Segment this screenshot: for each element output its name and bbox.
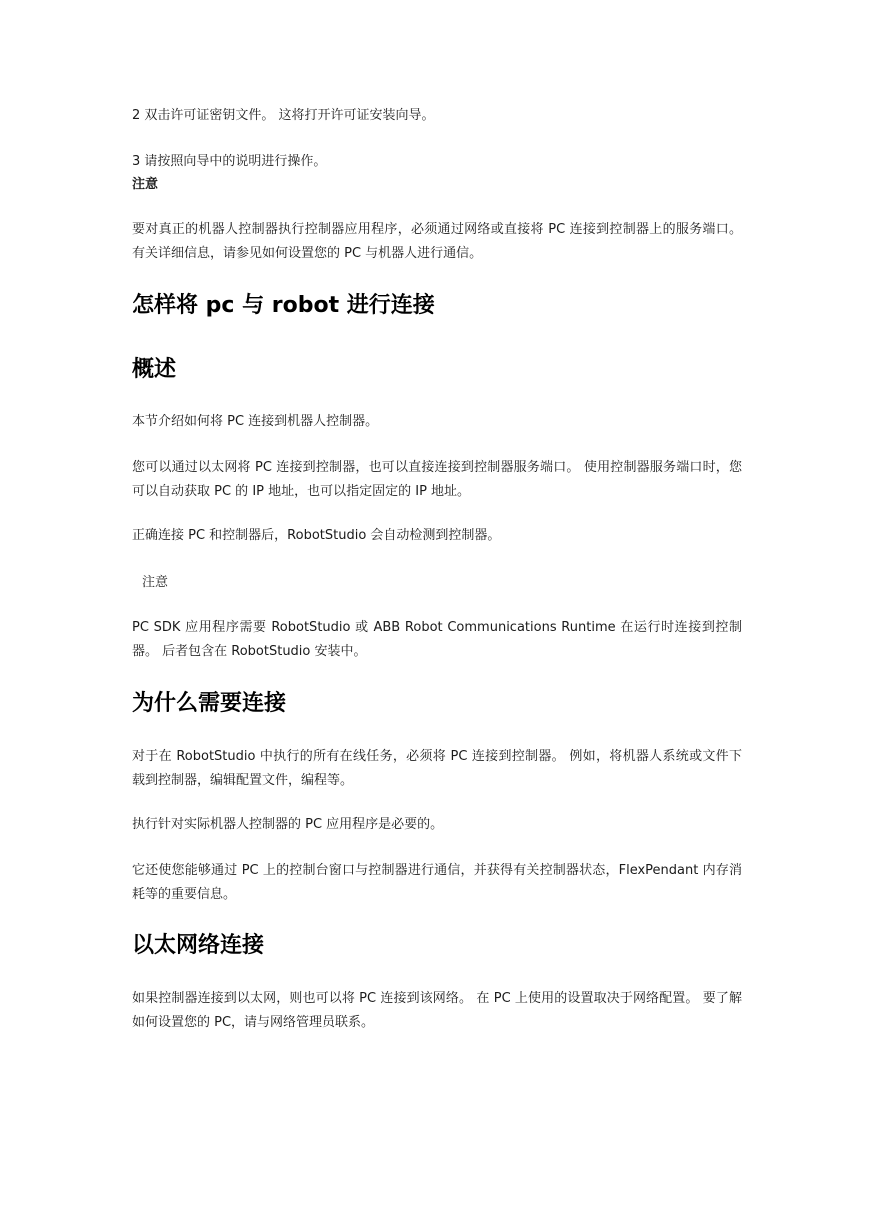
overview-paragraph-3: 正确连接 PC 和控制器后，RobotStudio 会自动检测到控制器。 <box>132 528 501 543</box>
heading-connect-pc-robot: 怎样将 pc 与 robot 进行连接 <box>132 293 435 318</box>
intro-note-text: 要对真正的机器人控制器执行控制器应用程序，必须通过网络或直接将 PC 连接到控制器上的服务端口。 有关详细信息，请参见如何设置您的 PC 与机器人进行通信。 <box>132 222 742 261</box>
overview-note-text: PC SDK 应用程序需要 RobotStudio 或 ABB Robot Communications Runtime 在运行时连接到控制器。 后者包含在 RobotStudio 安装中。 <box>132 620 742 659</box>
overview-paragraph-1: 本节介绍如何将 PC 连接到机器人控制器。 <box>132 414 379 429</box>
why-paragraph-3: 它还使您能够通过 PC 上的控制台窗口与控制器进行通信，并获得有关控制器状态，FlexPendant 内存消耗等的重要信息。 <box>132 863 742 902</box>
overview-note-label: 注意 <box>142 575 169 590</box>
ethernet-paragraph-1: 如果控制器连接到以太网，则也可以将 PC 连接到该网络。 在 PC 上使用的设置取决于网络配置。 要了解如何设置您的 PC，请与网络管理员联系。 <box>132 991 742 1030</box>
heading-why-connect: 为什么需要连接 <box>132 691 287 716</box>
heading-ethernet-connection: 以太网络连接 <box>132 933 265 958</box>
why-paragraph-1: 对于在 RobotStudio 中执行的所有在线任务，必须将 PC 连接到控制器。 例如，将机器人系统或文件下载到控制器，编辑配置文件，编程等。 <box>132 749 742 788</box>
intro-step-2: 2 双击许可证密钥文件。 这将打开许可证安装向导。 <box>132 108 435 123</box>
overview-paragraph-2: 您可以通过以太网将 PC 连接到控制器，也可以直接连接到控制器服务端口。 使用控制器服务端口时，您可以自动获取 PC 的 IP 地址，也可以指定固定的 IP 地址。 <box>132 460 742 499</box>
intro-step-3: 3 请按照向导中的说明进行操作。 <box>132 154 327 169</box>
why-paragraph-2: 执行针对实际机器人控制器的 PC 应用程序是必要的。 <box>132 817 444 832</box>
intro-note-label: 注意 <box>132 177 159 192</box>
heading-overview: 概述 <box>132 357 177 382</box>
